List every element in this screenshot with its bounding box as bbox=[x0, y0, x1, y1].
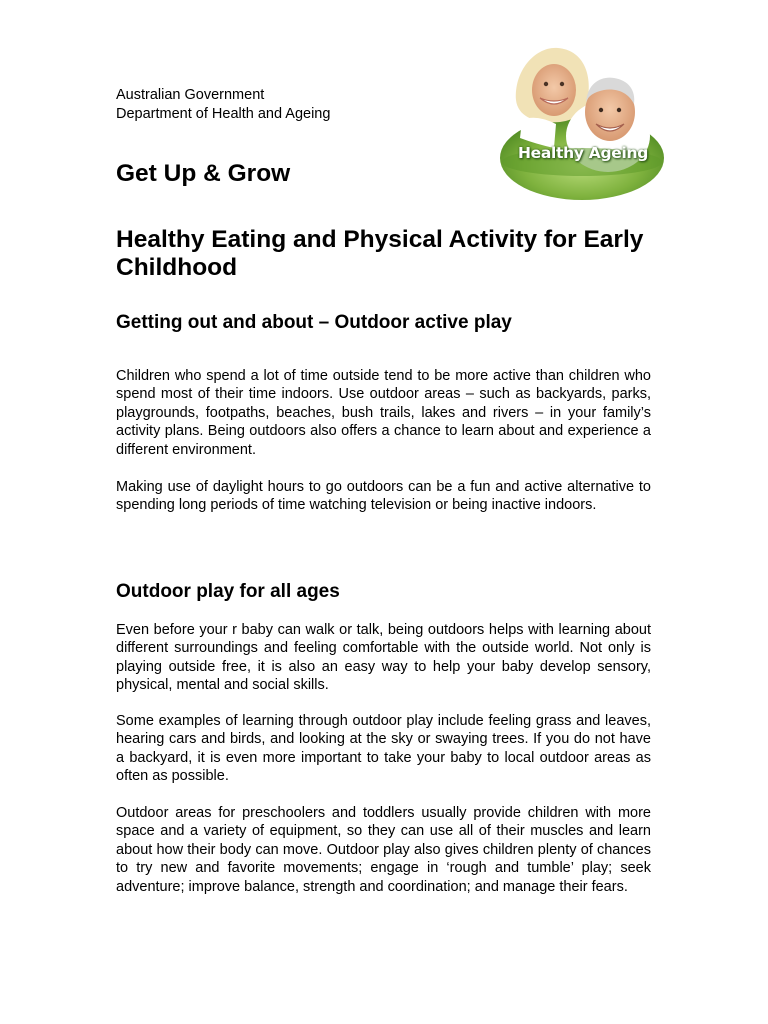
paragraph: Outdoor areas for preschoolers and toddlers usually provide children with more space and a variety of equipment, so they can use all of their muscles and learn about how their body can move. Outdoor play also gives children plenty of chances to try new and favorite movements; engage in ‘rough and tumble’ play; seek adventure; improve balance, strength and coordination; and manage their fears. bbox=[116, 805, 651, 895]
paragraph: Some examples of learning through outdoor play include feeling grass and leaves, hearing cars and birds, and looking at the sky or swaying trees. If you do not have a backyard, it is even more important to take your baby to local outdoor areas as often as possible. bbox=[116, 713, 651, 785]
healthy-ageing-photo-icon bbox=[496, 40, 668, 204]
agency-line-department: Department of Health and Ageing bbox=[116, 105, 331, 122]
page-subtitle: Healthy Eating and Physical Activity for Early Childhood bbox=[116, 226, 644, 281]
section-heading-outdoor-play-all-ages: Outdoor play for all ages bbox=[116, 581, 340, 602]
agency-header bbox=[116, 86, 330, 123]
healthy-ageing-label: Healthy Ageing bbox=[517, 144, 649, 162]
paragraph: Children who spend a lot of time outside tend to be more active than children who spend most of their time indoors. Use outdoor areas – such as backyards, parks, playgrounds, footpaths, beaches, bush trails, lakes and rivers – in your family’s activity plans. Being outdoors also offers a chance to learn about and experience a different environment. bbox=[116, 368, 651, 458]
healthy-ageing-logo bbox=[496, 40, 668, 204]
agency-line-government: Australian Government bbox=[116, 87, 265, 103]
paragraph: Even before your r baby can walk or talk, being outdoors helps with learning about different surroundings and feeling comfortable with the outside world. Not only is playing outside free, it is also an easy way to help your baby develop sensory, physical, mental and social skills. bbox=[116, 622, 651, 694]
page-title: Get Up & Grow bbox=[116, 160, 291, 187]
paragraph: Making use of daylight hours to go outdoors can be a fun and active alternative to spending long periods of time watching television or being inactive indoors. bbox=[116, 479, 651, 514]
section-heading-outdoor-active-play: Getting out and about – Outdoor active play bbox=[116, 312, 512, 333]
